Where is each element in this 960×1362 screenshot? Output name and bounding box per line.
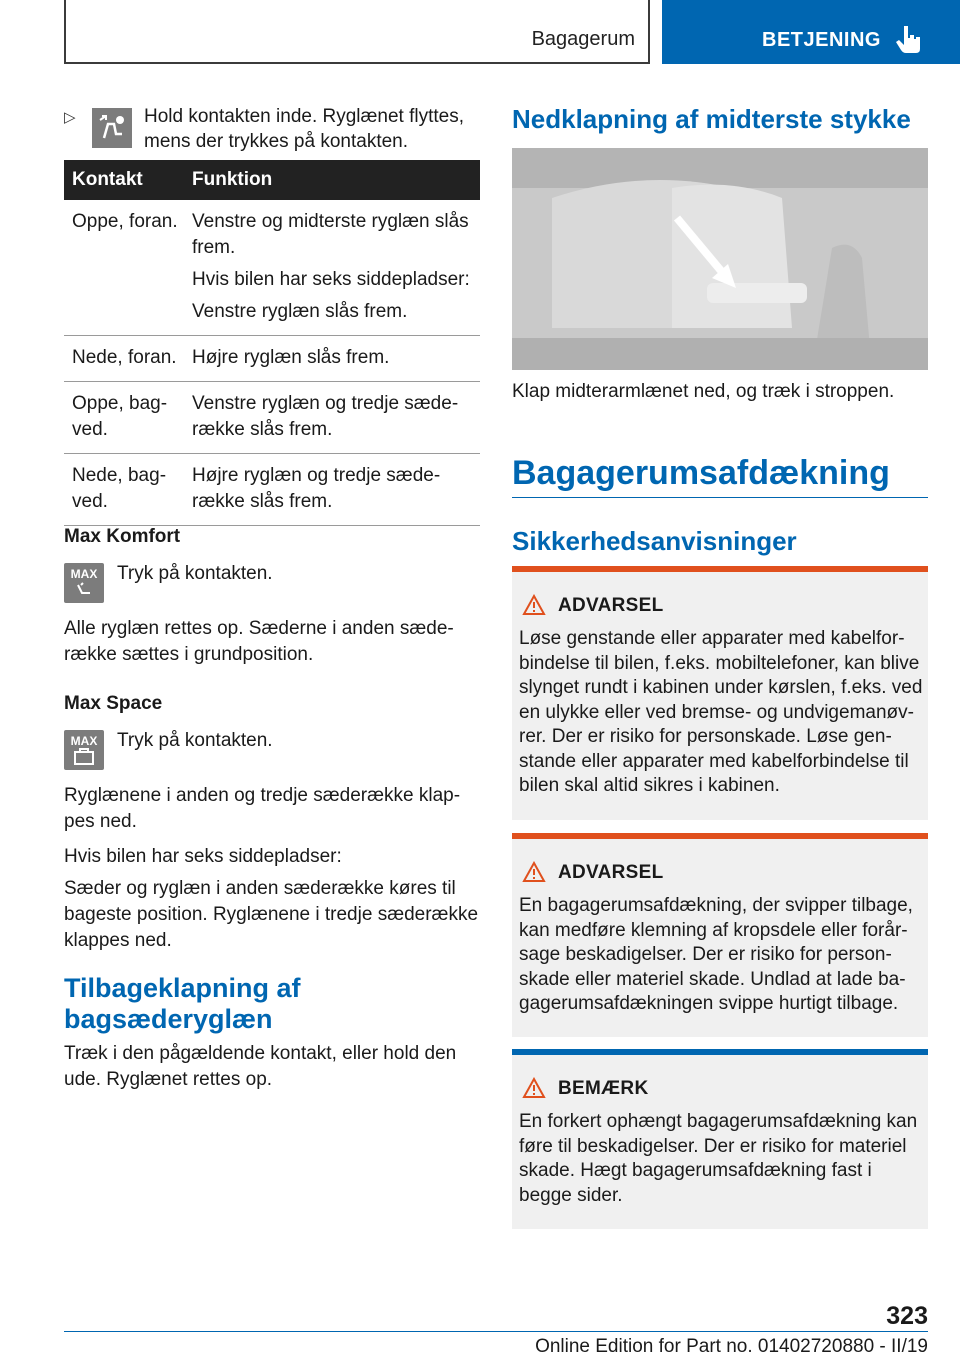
table-cell-contact: Oppe, bagved. (64, 382, 184, 454)
svg-text:MAX: MAX (70, 734, 98, 748)
table-cell-line: Hvis bilen har seks siddepladser: (192, 269, 470, 290)
table-row (64, 336, 480, 382)
rear-seat-armrest-image (512, 148, 928, 370)
tilbage-text: Træk i den pågældende kontakt, eller hold den ude. Ryglænet rettes op. (64, 1043, 457, 1090)
table-cell-function: Højre ryglæn og tredje sæderække slås frem. (184, 454, 480, 526)
max-komfort-title: Max Komfort (64, 526, 181, 547)
table-cell-function (184, 200, 480, 336)
svg-text:MAX: MAX (70, 567, 98, 581)
table-header-function: Funktion (184, 160, 480, 200)
max-space-p2: Hvis bilen har seks siddepladser: (64, 846, 342, 867)
page-number: 323 (886, 1302, 928, 1330)
contact-function-table (64, 160, 480, 526)
warning-body: Løse genstande eller apparater med kabelforbindelse til bilen, f.eks. mobiltelefoner, kan blive slynget rundt i kabinen under kørslen, f.eks. ved en ulykke eller ved bremse- og undvigemanøvrer. Der er risiko for personskade. Løse genstande eller apparater med kabelforbindelse til bilen skal altid sikres i kabinen. (519, 628, 923, 796)
table-cell-function: Højre ryglæn slås frem. (184, 336, 480, 382)
warning-bar (512, 833, 928, 839)
tilbage-heading: Tilbageklapning af bagsæderyglæn (64, 973, 301, 1034)
footer-edition: Online Edition for Part no. 01402720880 - II/19 (535, 1336, 928, 1357)
footer-divider (64, 1331, 928, 1332)
table-row (64, 454, 480, 526)
warning-triangle-icon (522, 594, 546, 616)
warning-triangle-icon (522, 861, 546, 883)
table-cell-function: Venstre ryglæn og tredje sæderække slås frem. (184, 382, 480, 454)
table-cell-contact: Nede, bagved. (64, 454, 184, 526)
notice-bar (512, 1049, 928, 1055)
table-row (64, 382, 480, 454)
table-header-contact: Kontakt (64, 160, 184, 200)
notice-box (512, 1049, 928, 1229)
seat-adjust-icon (92, 108, 132, 148)
warning-triangle-icon (522, 1077, 546, 1099)
warning-title: ADVARSEL (558, 595, 664, 616)
table-cell-line: Venstre og midterste ryglæn slås frem. (192, 211, 469, 258)
table-cell-contact: Nede, foran. (64, 336, 184, 382)
warning-body: En bagagerumsafdækning, der svipper tilbage, kan medføre klemning af kropsdele eller forårsage beskadigelser. Der er risiko for personskade eller materiel skade. Undlad at lade bagagerumsafdækningen svippe hurtigt tilbage. (519, 895, 913, 1014)
max-space-icon (64, 730, 104, 770)
hand-pointer-icon (896, 24, 922, 54)
max-space-action: Tryk på kontakten. (117, 730, 273, 751)
instruction-step (64, 104, 480, 160)
chapter-title: BETJENING (762, 29, 881, 51)
nedklapning-caption: Klap midterarmlænet ned, og træk i stroppen. (512, 381, 895, 402)
table-cell-contact: Oppe, foran. (64, 200, 184, 336)
step-arrow-icon: ▷ (64, 109, 76, 126)
safety-subheading: Sikkerhedsanvisninger (512, 526, 797, 556)
max-space-p3: Sæder og ryglæn i anden sæderække køres til bageste position. Ryglænene i tredje sæderække klappes ned. (64, 878, 479, 951)
max-space-p1: Ryglænene i anden og tredje sæderække klappes ned. (64, 785, 461, 832)
warning-title: ADVARSEL (558, 862, 664, 883)
table-row (64, 200, 480, 336)
max-space-title: Max Space (64, 693, 163, 714)
table-header-row (64, 160, 480, 200)
chapter-tab[interactable] (662, 0, 960, 64)
notice-body: En forkert ophængt bagagerumsafdækning kan føre til beskadigelser. Der er risiko for materiel skade. Hægt bagagerumsafdækning fast i begge sider. (519, 1111, 918, 1206)
nedklapning-heading: Nedklapning af midterste stykke (512, 104, 911, 134)
max-komfort-icon (64, 563, 104, 603)
warning-box (512, 566, 928, 820)
max-komfort-action: Tryk på kontakten. (117, 563, 273, 584)
notice-title: BEMÆRK (558, 1078, 649, 1099)
step-text: Hold kontakten inde. Ryglænet flyttes, mens der trykkes på kontakten. (144, 106, 465, 152)
bagagerum-heading: Bagagerumsafdækning (512, 454, 928, 498)
table-cell-line: Venstre ryglæn slås frem. (192, 301, 408, 322)
warning-bar (512, 566, 928, 572)
section-title: Bagagerum (531, 28, 635, 50)
max-komfort-desc: Alle ryglæn rettes op. Sæderne i anden sæderække sættes i grundposition. (64, 618, 454, 665)
warning-box (512, 833, 928, 1037)
